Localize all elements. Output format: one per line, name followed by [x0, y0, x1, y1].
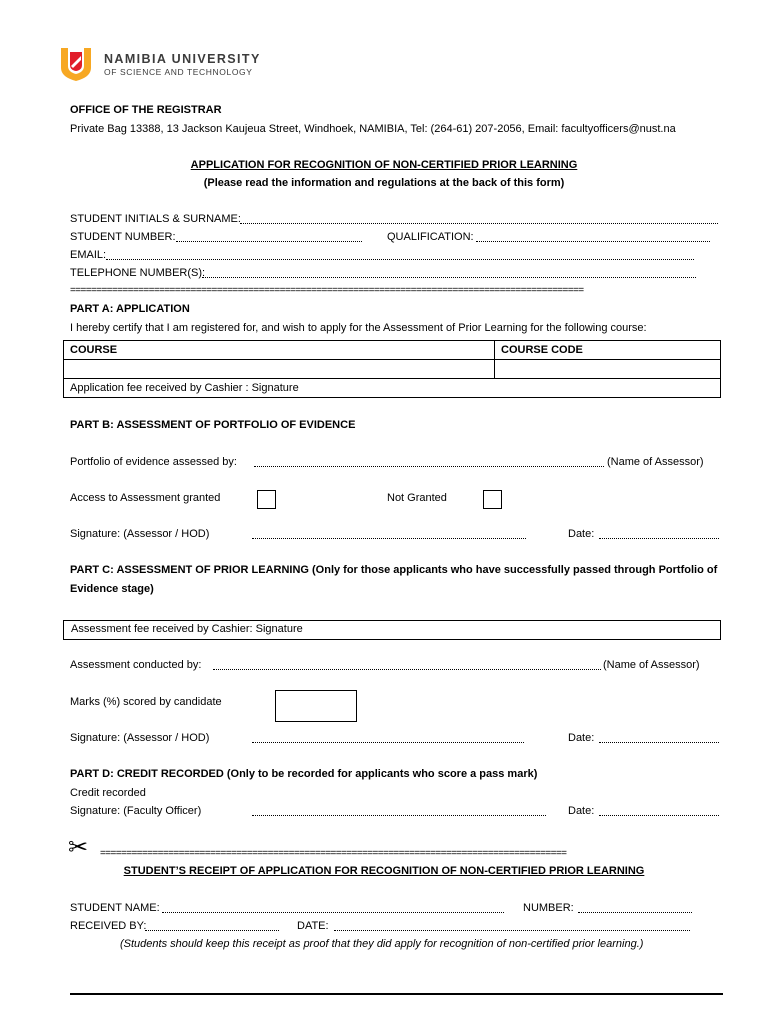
assessment-fee-box[interactable]	[63, 620, 721, 640]
table-row	[64, 379, 721, 398]
part-c-heading-cont: Evidence stage)	[70, 583, 154, 595]
office-title: OFFICE OF THE REGISTRAR	[70, 104, 222, 116]
student-number-field[interactable]	[176, 241, 362, 242]
qualification-label: QUALIFICATION:	[387, 231, 474, 243]
assessment-fee-label: Assessment fee received by Cashier: Signature	[71, 623, 303, 635]
receipt-note: (Students should keep this receipt as proof that they did apply for recognition of non-certified prior learning.)	[120, 938, 644, 950]
receipt-title: STUDENT’S RECEIPT OF APPLICATION FOR RECOGNITION OF NON-CERTIFIED PRIOR LEARNING	[123, 865, 645, 877]
part-b-heading: PART B: ASSESSMENT OF PORTFOLIO OF EVIDENCE	[70, 419, 356, 431]
receipt-name-label: STUDENT NAME:	[70, 902, 160, 914]
course-code-header: COURSE CODE	[495, 341, 721, 360]
shield-logo-icon	[58, 44, 94, 82]
footer-divider	[70, 993, 723, 995]
marks-label: Marks (%) scored by candidate	[70, 696, 222, 708]
cut-line: =========================================================================================	[100, 848, 567, 859]
granted-checkbox[interactable]	[257, 490, 276, 509]
student-number-label: STUDENT NUMBER:	[70, 231, 176, 243]
part-a-heading: PART A: APPLICATION	[70, 303, 190, 315]
receipt-date-field[interactable]	[334, 930, 690, 931]
email-label: EMAIL:	[70, 249, 107, 261]
course-cell[interactable]	[64, 360, 495, 379]
application-fee-cell[interactable]: Application fee received by Cashier : Signature	[64, 379, 721, 398]
receipt-number-field[interactable]	[578, 912, 692, 913]
logo-name: NAMIBIA UNIVERSITY	[104, 52, 261, 66]
portfolio-assessor-suffix: (Name of Assessor)	[607, 456, 704, 468]
student-initials-label: STUDENT INITIALS & SURNAME:	[70, 213, 241, 225]
received-by-field[interactable]	[145, 930, 279, 931]
receipt-date-label: DATE:	[297, 920, 329, 932]
portfolio-assessor-field[interactable]	[254, 466, 604, 467]
credit-recorded-label: Credit recorded	[70, 787, 146, 799]
telephone-label: TELEPHONE NUMBER(S):	[70, 267, 206, 279]
portfolio-label: Portfolio of evidence assessed by:	[70, 456, 237, 468]
part-c-date-field[interactable]	[599, 742, 719, 743]
office-address: Private Bag 13388, 13 Jackson Kaujeua Street, Windhoek, NAMIBIA, Tel: (264-61) 207-2056, Email: facultyofficers@nust.na	[70, 123, 676, 135]
form-subtitle: (Please read the information and regulations at the back of this form)	[203, 177, 565, 189]
table-row	[64, 341, 721, 360]
part-d-date-label: Date:	[568, 805, 595, 817]
receipt-name-field[interactable]	[162, 912, 504, 913]
course-table	[63, 340, 721, 398]
part-b-date-field[interactable]	[599, 538, 719, 539]
part-b-signature-label: Signature: (Assessor / HOD)	[70, 528, 210, 540]
part-d-signature-label: Signature: (Faculty Officer)	[70, 805, 202, 817]
part-b-date-label: Date:	[568, 528, 595, 540]
form-title: APPLICATION FOR RECOGNITION OF NON-CERTIFIED PRIOR LEARNING	[190, 159, 578, 171]
qualification-field[interactable]	[476, 241, 710, 242]
part-a-intro: I hereby certify that I am registered for, and wish to apply for the Assessment of Prior Learning for the following course:	[70, 322, 647, 334]
part-b-signature-field[interactable]	[252, 538, 526, 539]
scissors-icon: ✂	[68, 834, 89, 861]
conducted-assessor-suffix: (Name of Assessor)	[603, 659, 700, 671]
marks-input-box[interactable]	[275, 690, 357, 722]
part-d-signature-field[interactable]	[252, 815, 546, 816]
email-field[interactable]	[106, 259, 694, 260]
part-d-date-field[interactable]	[599, 815, 719, 816]
course-code-cell[interactable]	[495, 360, 721, 379]
logo-subtitle: OF SCIENCE AND TECHNOLOGY	[104, 67, 253, 77]
telephone-field[interactable]	[202, 277, 696, 278]
receipt-number-label: NUMBER:	[523, 902, 574, 914]
granted-label: Access to Assessment granted	[70, 492, 221, 504]
part-c-signature-label: Signature: (Assessor / HOD)	[70, 732, 210, 744]
part-d-heading: PART D: CREDIT RECORDED (Only to be recorded for applicants who score a pass mark)	[70, 768, 538, 780]
table-row	[64, 360, 721, 379]
separator-line: ==================================================================================================	[70, 285, 584, 296]
conducted-label: Assessment conducted by:	[70, 659, 202, 671]
conducted-assessor-field[interactable]	[213, 669, 601, 670]
part-c-signature-field[interactable]	[252, 742, 524, 743]
not-granted-label: Not Granted	[387, 492, 447, 504]
part-c-date-label: Date:	[568, 732, 595, 744]
not-granted-checkbox[interactable]	[483, 490, 502, 509]
course-header: COURSE	[64, 341, 495, 360]
student-initials-field[interactable]	[240, 223, 718, 224]
part-c-heading: PART C: ASSESSMENT OF PRIOR LEARNING (Only for those applicants who have successfully passed through Portfolio of	[70, 564, 718, 576]
received-by-label: RECEIVED BY:	[70, 920, 147, 932]
